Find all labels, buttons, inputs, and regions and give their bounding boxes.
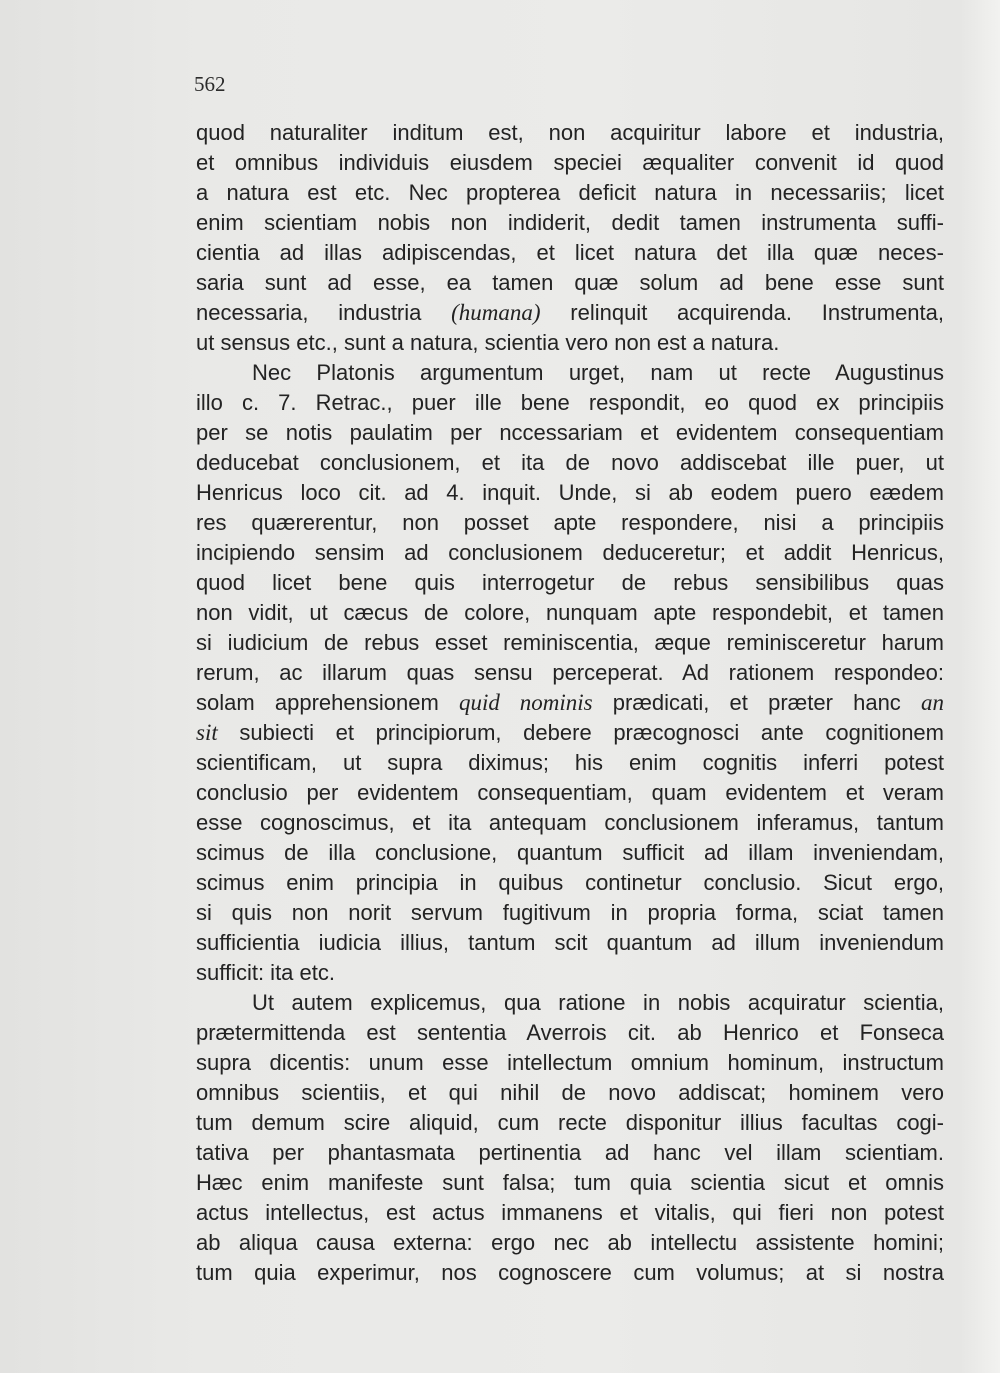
- text-segment: omnibus scientiis, et qui nihil de novo addiscat; hominem vero: [196, 1080, 944, 1105]
- text-line: [196, 1078, 944, 1108]
- text-line: [196, 1228, 944, 1258]
- text-segment: cientia ad illas adipiscendas, et licet natura det illa quæ neces-: [196, 240, 944, 265]
- text-segment: et omnibus individuis eiusdem speciei æqualiter convenit id quod: [196, 150, 944, 175]
- text-line: [196, 118, 944, 148]
- italic-term: an: [921, 690, 944, 715]
- text-line: [196, 1018, 944, 1048]
- text-segment: quod naturaliter inditum est, non acquiritur labore et industria,: [196, 120, 944, 145]
- text-line: [196, 808, 944, 838]
- text-segment: illo c. 7. Retrac., puer ille bene respondit, eo quod ex principiis: [196, 390, 944, 415]
- text-segment: Hæc enim manifeste sunt falsa; tum quia scientia sicut et omnis: [196, 1170, 944, 1195]
- text-line: [196, 538, 944, 568]
- text-line: [196, 958, 944, 988]
- text-segment: res quærerentur, non posset apte respondere, nisi a principiis: [196, 510, 944, 535]
- text-line: [196, 598, 944, 628]
- text-line: [196, 1168, 944, 1198]
- text-segment: subiecti et principiorum, debere præcognosci ante cognitionem: [217, 720, 944, 745]
- text-line: [196, 928, 944, 958]
- text-line: [196, 148, 944, 178]
- text-line: [196, 1108, 944, 1138]
- text-line: [196, 178, 944, 208]
- text-segment: rerum, ac illarum quas sensu perceperat. Ad rationem respondeo:: [196, 660, 944, 685]
- text-segment: Henricus loco cit. ad 4. inquit. Unde, si ab eodem puero eædem: [196, 480, 944, 505]
- text-line: [196, 688, 944, 718]
- text-segment: Ut autem explicemus, qua ratione in nobis acquiratur scientia,: [252, 990, 944, 1015]
- italic-term: quid nominis: [458, 690, 593, 715]
- text-line: [196, 628, 944, 658]
- italic-term: sit: [196, 720, 218, 745]
- text-segment: relinquit acquirenda. Instrumenta,: [540, 300, 944, 325]
- text-line: [196, 1258, 944, 1288]
- text-segment: esse cognoscimus, et ita antequam conclusionem inferamus, tantum: [196, 810, 944, 835]
- text-segment: si quis non norit servum fugitivum in propria forma, sciat tamen: [196, 900, 944, 925]
- text-segment: prædicati, et præter hanc: [592, 690, 921, 715]
- italic-term: (humana): [451, 300, 541, 325]
- text-line: [196, 1138, 944, 1168]
- text-segment: incipiendo sensim ad conclusionem deduceretur; et addit Henricus,: [196, 540, 944, 565]
- text-line: [196, 838, 944, 868]
- text-segment: solam apprehensionem: [196, 690, 459, 715]
- text-segment: sufficientia iudicia illius, tantum scit quantum ad illum inveniendum: [196, 930, 944, 955]
- text-line: [196, 298, 944, 328]
- text-line: [196, 268, 944, 298]
- text-segment: supra dicentis: unum esse intellectum omnium hominum, instructum: [196, 1050, 944, 1075]
- text-segment: scimus de illa conclusione, quantum sufficit ad illam inveniendam,: [196, 840, 944, 865]
- text-line: [196, 1048, 944, 1078]
- text-segment: saria sunt ad esse, ea tamen quæ solum ad bene esse sunt: [196, 270, 944, 295]
- text-line: [196, 478, 944, 508]
- text-line: [196, 238, 944, 268]
- text-segment: tativa per phantasmata pertinentia ad hanc vel illam scientiam.: [196, 1140, 944, 1165]
- text-line: [196, 388, 944, 418]
- text-line: [196, 448, 944, 478]
- text-segment: enim scientiam nobis non indiderit, dedit tamen instrumenta suffi-: [196, 210, 944, 235]
- text-segment: scientificam, ut supra diximus; his enim cognitis inferri potest: [196, 750, 944, 775]
- text-segment: Nec Platonis argumentum urget, nam ut recte Augustinus: [252, 360, 944, 385]
- page-number: 562: [194, 72, 226, 96]
- text-segment: ab aliqua causa externa: ergo nec ab intellectu assistente homini;: [196, 1230, 944, 1255]
- text-line: [196, 988, 944, 1018]
- text-line: [196, 328, 944, 358]
- text-segment: actus intellectus, est actus immanens et vitalis, qui fieri non potest: [196, 1200, 944, 1225]
- text-segment: tum demum scire aliquid, cum recte disponitur illius facultas cogi-: [196, 1110, 944, 1135]
- text-segment: quod licet bene quis interrogetur de rebus sensibilibus quas: [196, 570, 944, 595]
- text-segment: scimus enim principia in quibus continetur conclusio. Sicut ergo,: [196, 870, 944, 895]
- text-line: [196, 508, 944, 538]
- text-line: [196, 658, 944, 688]
- text-line: [196, 898, 944, 928]
- body-text: [196, 118, 944, 1288]
- text-segment: conclusio per evidentem consequentiam, quam evidentem et veram: [196, 780, 944, 805]
- text-line: [196, 1198, 944, 1228]
- text-line: [196, 358, 944, 388]
- text-segment: a natura est etc. Nec propterea deficit natura in necessariis; licet: [196, 180, 944, 205]
- text-segment: sufficit: ita etc.: [196, 960, 335, 985]
- text-line: [196, 418, 944, 448]
- text-line: [196, 568, 944, 598]
- text-segment: necessaria, industria: [196, 300, 452, 325]
- text-segment: per se notis paulatim per nccessariam et evidentem consequentiam: [196, 420, 944, 445]
- text-line: [196, 748, 944, 778]
- text-segment: prætermittenda est sententia Averrois cit. ab Henrico et Fonseca: [196, 1020, 944, 1045]
- text-segment: non vidit, ut cæcus de colore, nunquam apte respondebit, et tamen: [196, 600, 944, 625]
- text-segment: ut sensus etc., sunt a natura, scientia vero non est a natura.: [196, 330, 780, 355]
- text-segment: deducebat conclusionem, et ita de novo addiscebat ille puer, ut: [196, 450, 944, 475]
- text-line: [196, 868, 944, 898]
- text-line: [196, 718, 944, 748]
- text-segment: si iudicium de rebus esset reminiscentia, æque reminisceretur harum: [196, 630, 944, 655]
- text-segment: tum quia experimur, nos cognoscere cum volumus; at si nostra: [196, 1260, 944, 1285]
- text-line: [196, 778, 944, 808]
- text-line: [196, 208, 944, 238]
